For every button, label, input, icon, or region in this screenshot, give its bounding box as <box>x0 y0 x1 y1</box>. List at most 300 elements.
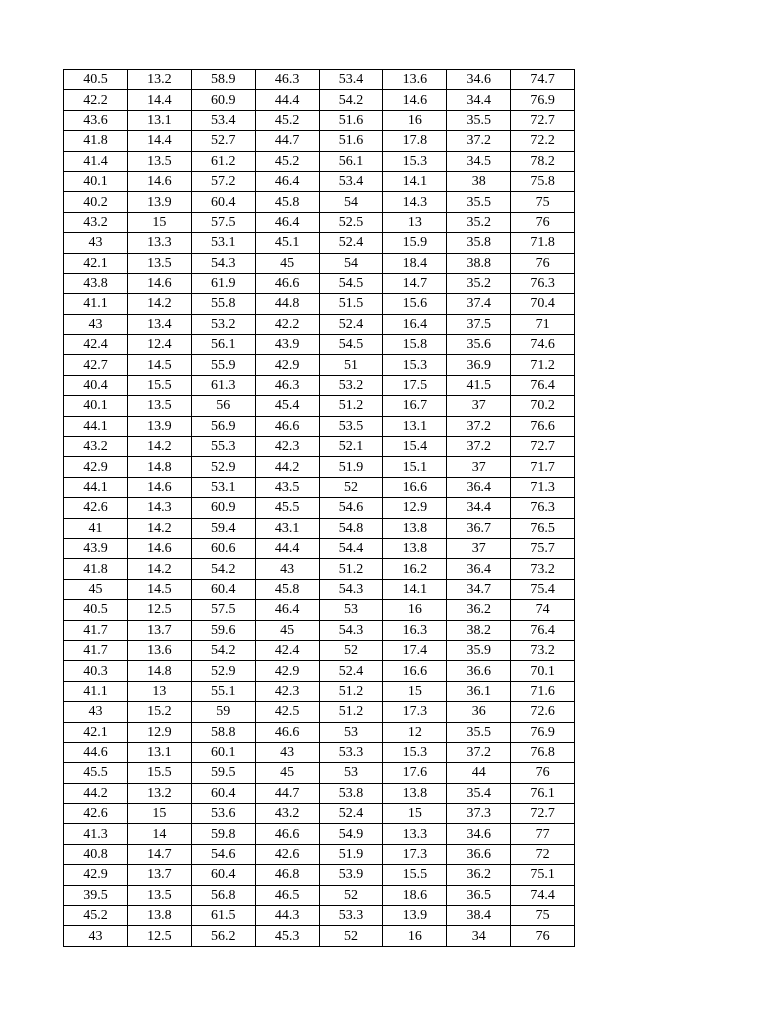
table-cell: 15.3 <box>383 355 447 375</box>
table-row <box>64 579 575 599</box>
table-cell: 58.8 <box>191 722 255 742</box>
table-cell: 45.2 <box>255 151 319 171</box>
table-row <box>64 661 575 681</box>
table-cell: 45.5 <box>64 763 128 783</box>
table-cell: 61.3 <box>191 375 255 395</box>
table-cell: 13.2 <box>127 70 191 90</box>
table-cell: 14.1 <box>383 171 447 191</box>
table-cell: 56 <box>191 396 255 416</box>
table-cell: 46.6 <box>255 273 319 293</box>
table-cell: 42.1 <box>64 253 128 273</box>
table-cell: 42.2 <box>255 314 319 334</box>
table-row <box>64 885 575 905</box>
table-cell: 37.2 <box>447 437 511 457</box>
table-cell: 41.8 <box>64 559 128 579</box>
table-cell: 53 <box>319 763 383 783</box>
table-row <box>64 865 575 885</box>
table-cell: 13.5 <box>127 396 191 416</box>
table-cell: 13.3 <box>127 233 191 253</box>
table-cell: 51.9 <box>319 457 383 477</box>
table-cell: 43.6 <box>64 110 128 130</box>
table-cell: 46.8 <box>255 865 319 885</box>
table-cell: 37.2 <box>447 131 511 151</box>
table-cell: 56.8 <box>191 885 255 905</box>
table-cell: 45 <box>64 579 128 599</box>
table-cell: 15.8 <box>383 335 447 355</box>
table-cell: 15.5 <box>127 763 191 783</box>
table-cell: 13.8 <box>383 538 447 558</box>
table-row <box>64 314 575 334</box>
table-cell: 16.6 <box>383 661 447 681</box>
table-cell: 37.2 <box>447 742 511 762</box>
table-cell: 15.5 <box>127 375 191 395</box>
table-cell: 34.6 <box>447 824 511 844</box>
table-cell: 46.6 <box>255 416 319 436</box>
table-cell: 60.6 <box>191 538 255 558</box>
table-cell: 71.7 <box>511 457 575 477</box>
table-cell: 38.8 <box>447 253 511 273</box>
table-cell: 45.3 <box>255 926 319 946</box>
table-row <box>64 171 575 191</box>
table-row <box>64 294 575 314</box>
table-cell: 41.8 <box>64 131 128 151</box>
table-cell: 75.8 <box>511 171 575 191</box>
table-cell: 14.1 <box>383 579 447 599</box>
table-cell: 13.7 <box>127 865 191 885</box>
table-cell: 15.5 <box>383 865 447 885</box>
table-cell: 78.2 <box>511 151 575 171</box>
table-cell: 14.4 <box>127 131 191 151</box>
table-cell: 42.9 <box>64 865 128 885</box>
table-cell: 14.2 <box>127 437 191 457</box>
table-cell: 42.9 <box>64 457 128 477</box>
table-row <box>64 538 575 558</box>
table-cell: 13.8 <box>127 906 191 926</box>
table-row <box>64 375 575 395</box>
table-cell: 53.8 <box>319 783 383 803</box>
table-cell: 15 <box>127 804 191 824</box>
table-row <box>64 906 575 926</box>
table-cell: 56.1 <box>319 151 383 171</box>
table-cell: 60.4 <box>191 192 255 212</box>
table-cell: 13.9 <box>127 192 191 212</box>
table-cell: 43 <box>64 702 128 722</box>
table-cell: 17.3 <box>383 702 447 722</box>
table-cell: 70.2 <box>511 396 575 416</box>
table-row <box>64 355 575 375</box>
table-cell: 59.6 <box>191 620 255 640</box>
table-cell: 76.9 <box>511 722 575 742</box>
table-cell: 76.1 <box>511 783 575 803</box>
table-cell: 43 <box>64 314 128 334</box>
table-cell: 14.6 <box>383 90 447 110</box>
table-row <box>64 518 575 538</box>
table-cell: 76.8 <box>511 742 575 762</box>
table-cell: 15.3 <box>383 742 447 762</box>
table-cell: 42.4 <box>64 335 128 355</box>
table-cell: 75 <box>511 906 575 926</box>
table-cell: 44 <box>447 763 511 783</box>
table-cell: 54.6 <box>319 498 383 518</box>
table-cell: 51.2 <box>319 681 383 701</box>
table-cell: 76 <box>511 212 575 232</box>
table-cell: 52.9 <box>191 457 255 477</box>
table-cell: 45.2 <box>64 906 128 926</box>
table-cell: 38 <box>447 171 511 191</box>
table-cell: 53.6 <box>191 804 255 824</box>
table-cell: 53.5 <box>319 416 383 436</box>
table-cell: 57.5 <box>191 212 255 232</box>
table-cell: 51 <box>319 355 383 375</box>
table-cell: 54 <box>319 192 383 212</box>
table-cell: 61.2 <box>191 151 255 171</box>
table-cell: 61.9 <box>191 273 255 293</box>
table-cell: 14.5 <box>127 355 191 375</box>
table-cell: 46.4 <box>255 171 319 191</box>
table-cell: 76.9 <box>511 90 575 110</box>
table-cell: 71 <box>511 314 575 334</box>
table-cell: 38.4 <box>447 906 511 926</box>
table-cell: 76.4 <box>511 375 575 395</box>
table-cell: 37.5 <box>447 314 511 334</box>
table-cell: 13.1 <box>383 416 447 436</box>
table-cell: 14.3 <box>127 498 191 518</box>
table-cell: 52.7 <box>191 131 255 151</box>
table-cell: 52.5 <box>319 212 383 232</box>
table-cell: 51.2 <box>319 702 383 722</box>
table-cell: 42.3 <box>255 681 319 701</box>
table-cell: 60.1 <box>191 742 255 762</box>
table-cell: 13.9 <box>383 906 447 926</box>
table-cell: 43.5 <box>255 477 319 497</box>
table-cell: 72.6 <box>511 702 575 722</box>
table-cell: 51.2 <box>319 559 383 579</box>
table-cell: 51.6 <box>319 131 383 151</box>
table-cell: 51.5 <box>319 294 383 314</box>
table-cell: 35.2 <box>447 273 511 293</box>
table-cell: 43.9 <box>255 335 319 355</box>
table-cell: 53.9 <box>319 865 383 885</box>
table-cell: 59 <box>191 702 255 722</box>
table-cell: 37 <box>447 457 511 477</box>
table-cell: 43.2 <box>255 804 319 824</box>
table-row <box>64 416 575 436</box>
table-row <box>64 640 575 660</box>
table-cell: 35.9 <box>447 640 511 660</box>
table-cell: 74.4 <box>511 885 575 905</box>
table-cell: 59.5 <box>191 763 255 783</box>
table-cell: 38.2 <box>447 620 511 640</box>
table-cell: 76.4 <box>511 620 575 640</box>
table-cell: 42.3 <box>255 437 319 457</box>
table-cell: 58.9 <box>191 70 255 90</box>
table-cell: 45.8 <box>255 192 319 212</box>
table-cell: 35.2 <box>447 212 511 232</box>
table-cell: 12.9 <box>127 722 191 742</box>
table-cell: 55.1 <box>191 681 255 701</box>
table-cell: 56.1 <box>191 335 255 355</box>
table-cell: 13 <box>127 681 191 701</box>
table-cell: 46.6 <box>255 824 319 844</box>
table-cell: 44.2 <box>255 457 319 477</box>
table-cell: 42.9 <box>255 661 319 681</box>
table-row <box>64 498 575 518</box>
table-cell: 43.2 <box>64 212 128 232</box>
table-cell: 13.5 <box>127 151 191 171</box>
table-cell: 76.3 <box>511 273 575 293</box>
table-cell: 51.9 <box>319 844 383 864</box>
table-cell: 76.6 <box>511 416 575 436</box>
table-row <box>64 233 575 253</box>
table-cell: 71.6 <box>511 681 575 701</box>
table-cell: 15.6 <box>383 294 447 314</box>
table-cell: 15.3 <box>383 151 447 171</box>
table-cell: 41.7 <box>64 620 128 640</box>
table-cell: 54.5 <box>319 335 383 355</box>
table-cell: 53.1 <box>191 477 255 497</box>
table-cell: 45.5 <box>255 498 319 518</box>
table-row <box>64 253 575 273</box>
table-cell: 56.9 <box>191 416 255 436</box>
table-cell: 57.2 <box>191 171 255 191</box>
table-cell: 46.4 <box>255 600 319 620</box>
table-cell: 42.6 <box>64 804 128 824</box>
table-cell: 36.4 <box>447 477 511 497</box>
table-cell: 54.2 <box>191 559 255 579</box>
table-row <box>64 844 575 864</box>
table-cell: 54.2 <box>191 640 255 660</box>
table-cell: 40.5 <box>64 600 128 620</box>
table-cell: 14.8 <box>127 457 191 477</box>
table-row <box>64 437 575 457</box>
table-cell: 14.2 <box>127 518 191 538</box>
table-cell: 56.2 <box>191 926 255 946</box>
table-cell: 43.9 <box>64 538 128 558</box>
table-cell: 44.8 <box>255 294 319 314</box>
table-cell: 76 <box>511 763 575 783</box>
table-cell: 43 <box>64 233 128 253</box>
table-cell: 59.8 <box>191 824 255 844</box>
table-cell: 42.5 <box>255 702 319 722</box>
table-cell: 13.9 <box>127 416 191 436</box>
table-cell: 34.4 <box>447 90 511 110</box>
table-row <box>64 926 575 946</box>
table-cell: 53.1 <box>191 233 255 253</box>
table-cell: 72.7 <box>511 804 575 824</box>
table-cell: 15.2 <box>127 702 191 722</box>
table-cell: 72.7 <box>511 437 575 457</box>
table-cell: 53.2 <box>319 375 383 395</box>
table-row <box>64 681 575 701</box>
table-cell: 34.5 <box>447 151 511 171</box>
table-cell: 53.2 <box>191 314 255 334</box>
table-cell: 13.8 <box>383 518 447 538</box>
table-cell: 14.6 <box>127 273 191 293</box>
table-cell: 12.9 <box>383 498 447 518</box>
table-cell: 51.2 <box>319 396 383 416</box>
table-cell: 35.5 <box>447 110 511 130</box>
table-row <box>64 192 575 212</box>
table-cell: 17.3 <box>383 844 447 864</box>
table-cell: 41.4 <box>64 151 128 171</box>
table-cell: 45.1 <box>255 233 319 253</box>
table-cell: 55.9 <box>191 355 255 375</box>
table-cell: 13.6 <box>127 640 191 660</box>
table-cell: 15 <box>127 212 191 232</box>
table-cell: 45.8 <box>255 579 319 599</box>
table-cell: 52 <box>319 885 383 905</box>
table-cell: 40.1 <box>64 171 128 191</box>
table-cell: 36.9 <box>447 355 511 375</box>
table-cell: 74.7 <box>511 70 575 90</box>
table-cell: 77 <box>511 824 575 844</box>
table-cell: 15.1 <box>383 457 447 477</box>
table-cell: 54.9 <box>319 824 383 844</box>
table-cell: 36.6 <box>447 844 511 864</box>
table-cell: 16.7 <box>383 396 447 416</box>
table-cell: 44.7 <box>255 131 319 151</box>
table-cell: 75.4 <box>511 579 575 599</box>
table-cell: 44.4 <box>255 538 319 558</box>
table-cell: 13.6 <box>383 70 447 90</box>
table-cell: 52 <box>319 926 383 946</box>
table-cell: 54.4 <box>319 538 383 558</box>
table-cell: 54.3 <box>319 620 383 640</box>
table-cell: 34.4 <box>447 498 511 518</box>
table-cell: 44.3 <box>255 906 319 926</box>
table-cell: 34.6 <box>447 70 511 90</box>
table-cell: 53.3 <box>319 906 383 926</box>
table-cell: 74.6 <box>511 335 575 355</box>
table-row <box>64 783 575 803</box>
table-cell: 17.6 <box>383 763 447 783</box>
table-cell: 14.7 <box>383 273 447 293</box>
table-cell: 40.1 <box>64 396 128 416</box>
table-cell: 14.2 <box>127 559 191 579</box>
table-cell: 75.1 <box>511 865 575 885</box>
table-cell: 53.3 <box>319 742 383 762</box>
table-cell: 74 <box>511 600 575 620</box>
table-cell: 54.3 <box>191 253 255 273</box>
table-cell: 41.1 <box>64 294 128 314</box>
table-cell: 40.8 <box>64 844 128 864</box>
table-cell: 37.4 <box>447 294 511 314</box>
table-cell: 46.5 <box>255 885 319 905</box>
table-cell: 13 <box>383 212 447 232</box>
table-cell: 55.3 <box>191 437 255 457</box>
table-cell: 35.6 <box>447 335 511 355</box>
table-cell: 41 <box>64 518 128 538</box>
table-cell: 40.3 <box>64 661 128 681</box>
table-cell: 42.7 <box>64 355 128 375</box>
table-cell: 13.7 <box>127 620 191 640</box>
table-cell: 44.1 <box>64 416 128 436</box>
table-cell: 72 <box>511 844 575 864</box>
table-cell: 60.4 <box>191 579 255 599</box>
table-cell: 40.5 <box>64 70 128 90</box>
table-cell: 13.5 <box>127 885 191 905</box>
table-cell: 36.2 <box>447 600 511 620</box>
table-cell: 39.5 <box>64 885 128 905</box>
table-cell: 70.1 <box>511 661 575 681</box>
table-cell: 14.6 <box>127 171 191 191</box>
table-cell: 18.4 <box>383 253 447 273</box>
table-cell: 51.6 <box>319 110 383 130</box>
table-cell: 44.6 <box>64 742 128 762</box>
table-cell: 15 <box>383 681 447 701</box>
table-cell: 16.4 <box>383 314 447 334</box>
table-cell: 16 <box>383 926 447 946</box>
table-row <box>64 559 575 579</box>
table-row <box>64 763 575 783</box>
table-cell: 37 <box>447 396 511 416</box>
table-cell: 45 <box>255 620 319 640</box>
table-cell: 16 <box>383 600 447 620</box>
table-row <box>64 396 575 416</box>
table-cell: 15 <box>383 804 447 824</box>
data-table <box>63 69 575 947</box>
table-row <box>64 620 575 640</box>
table-cell: 54.3 <box>319 579 383 599</box>
table-cell: 36.5 <box>447 885 511 905</box>
table-cell: 60.4 <box>191 865 255 885</box>
table-cell: 71.2 <box>511 355 575 375</box>
table-cell: 14 <box>127 824 191 844</box>
table-cell: 43.8 <box>64 273 128 293</box>
table-cell: 46.3 <box>255 375 319 395</box>
table-row <box>64 600 575 620</box>
table-cell: 61.5 <box>191 906 255 926</box>
table-cell: 37 <box>447 538 511 558</box>
table-cell: 44.7 <box>255 783 319 803</box>
table-cell: 52.4 <box>319 661 383 681</box>
table-cell: 52 <box>319 477 383 497</box>
table-cell: 16.6 <box>383 477 447 497</box>
table-cell: 46.4 <box>255 212 319 232</box>
table-cell: 70.4 <box>511 294 575 314</box>
table-cell: 13.5 <box>127 253 191 273</box>
table-cell: 41.5 <box>447 375 511 395</box>
table-cell: 41.3 <box>64 824 128 844</box>
table-cell: 14.4 <box>127 90 191 110</box>
table-cell: 54.2 <box>319 90 383 110</box>
table-cell: 14.5 <box>127 579 191 599</box>
table-cell: 45.4 <box>255 396 319 416</box>
table-cell: 35.8 <box>447 233 511 253</box>
table-cell: 46.3 <box>255 70 319 90</box>
table-cell: 53 <box>319 722 383 742</box>
table-cell: 45 <box>255 253 319 273</box>
table-cell: 46.6 <box>255 722 319 742</box>
table-cell: 44.4 <box>255 90 319 110</box>
table-cell: 13.3 <box>383 824 447 844</box>
table-cell: 16.3 <box>383 620 447 640</box>
table-row <box>64 742 575 762</box>
table-cell: 71.8 <box>511 233 575 253</box>
table-row <box>64 335 575 355</box>
table-cell: 40.2 <box>64 192 128 212</box>
table-cell: 52.4 <box>319 804 383 824</box>
table-cell: 52.4 <box>319 314 383 334</box>
table-cell: 14.6 <box>127 538 191 558</box>
table-cell: 35.5 <box>447 192 511 212</box>
table-cell: 13.1 <box>127 110 191 130</box>
table-cell: 36 <box>447 702 511 722</box>
table-cell: 55.8 <box>191 294 255 314</box>
table-cell: 12.5 <box>127 926 191 946</box>
table-cell: 42.6 <box>255 844 319 864</box>
table-row <box>64 457 575 477</box>
